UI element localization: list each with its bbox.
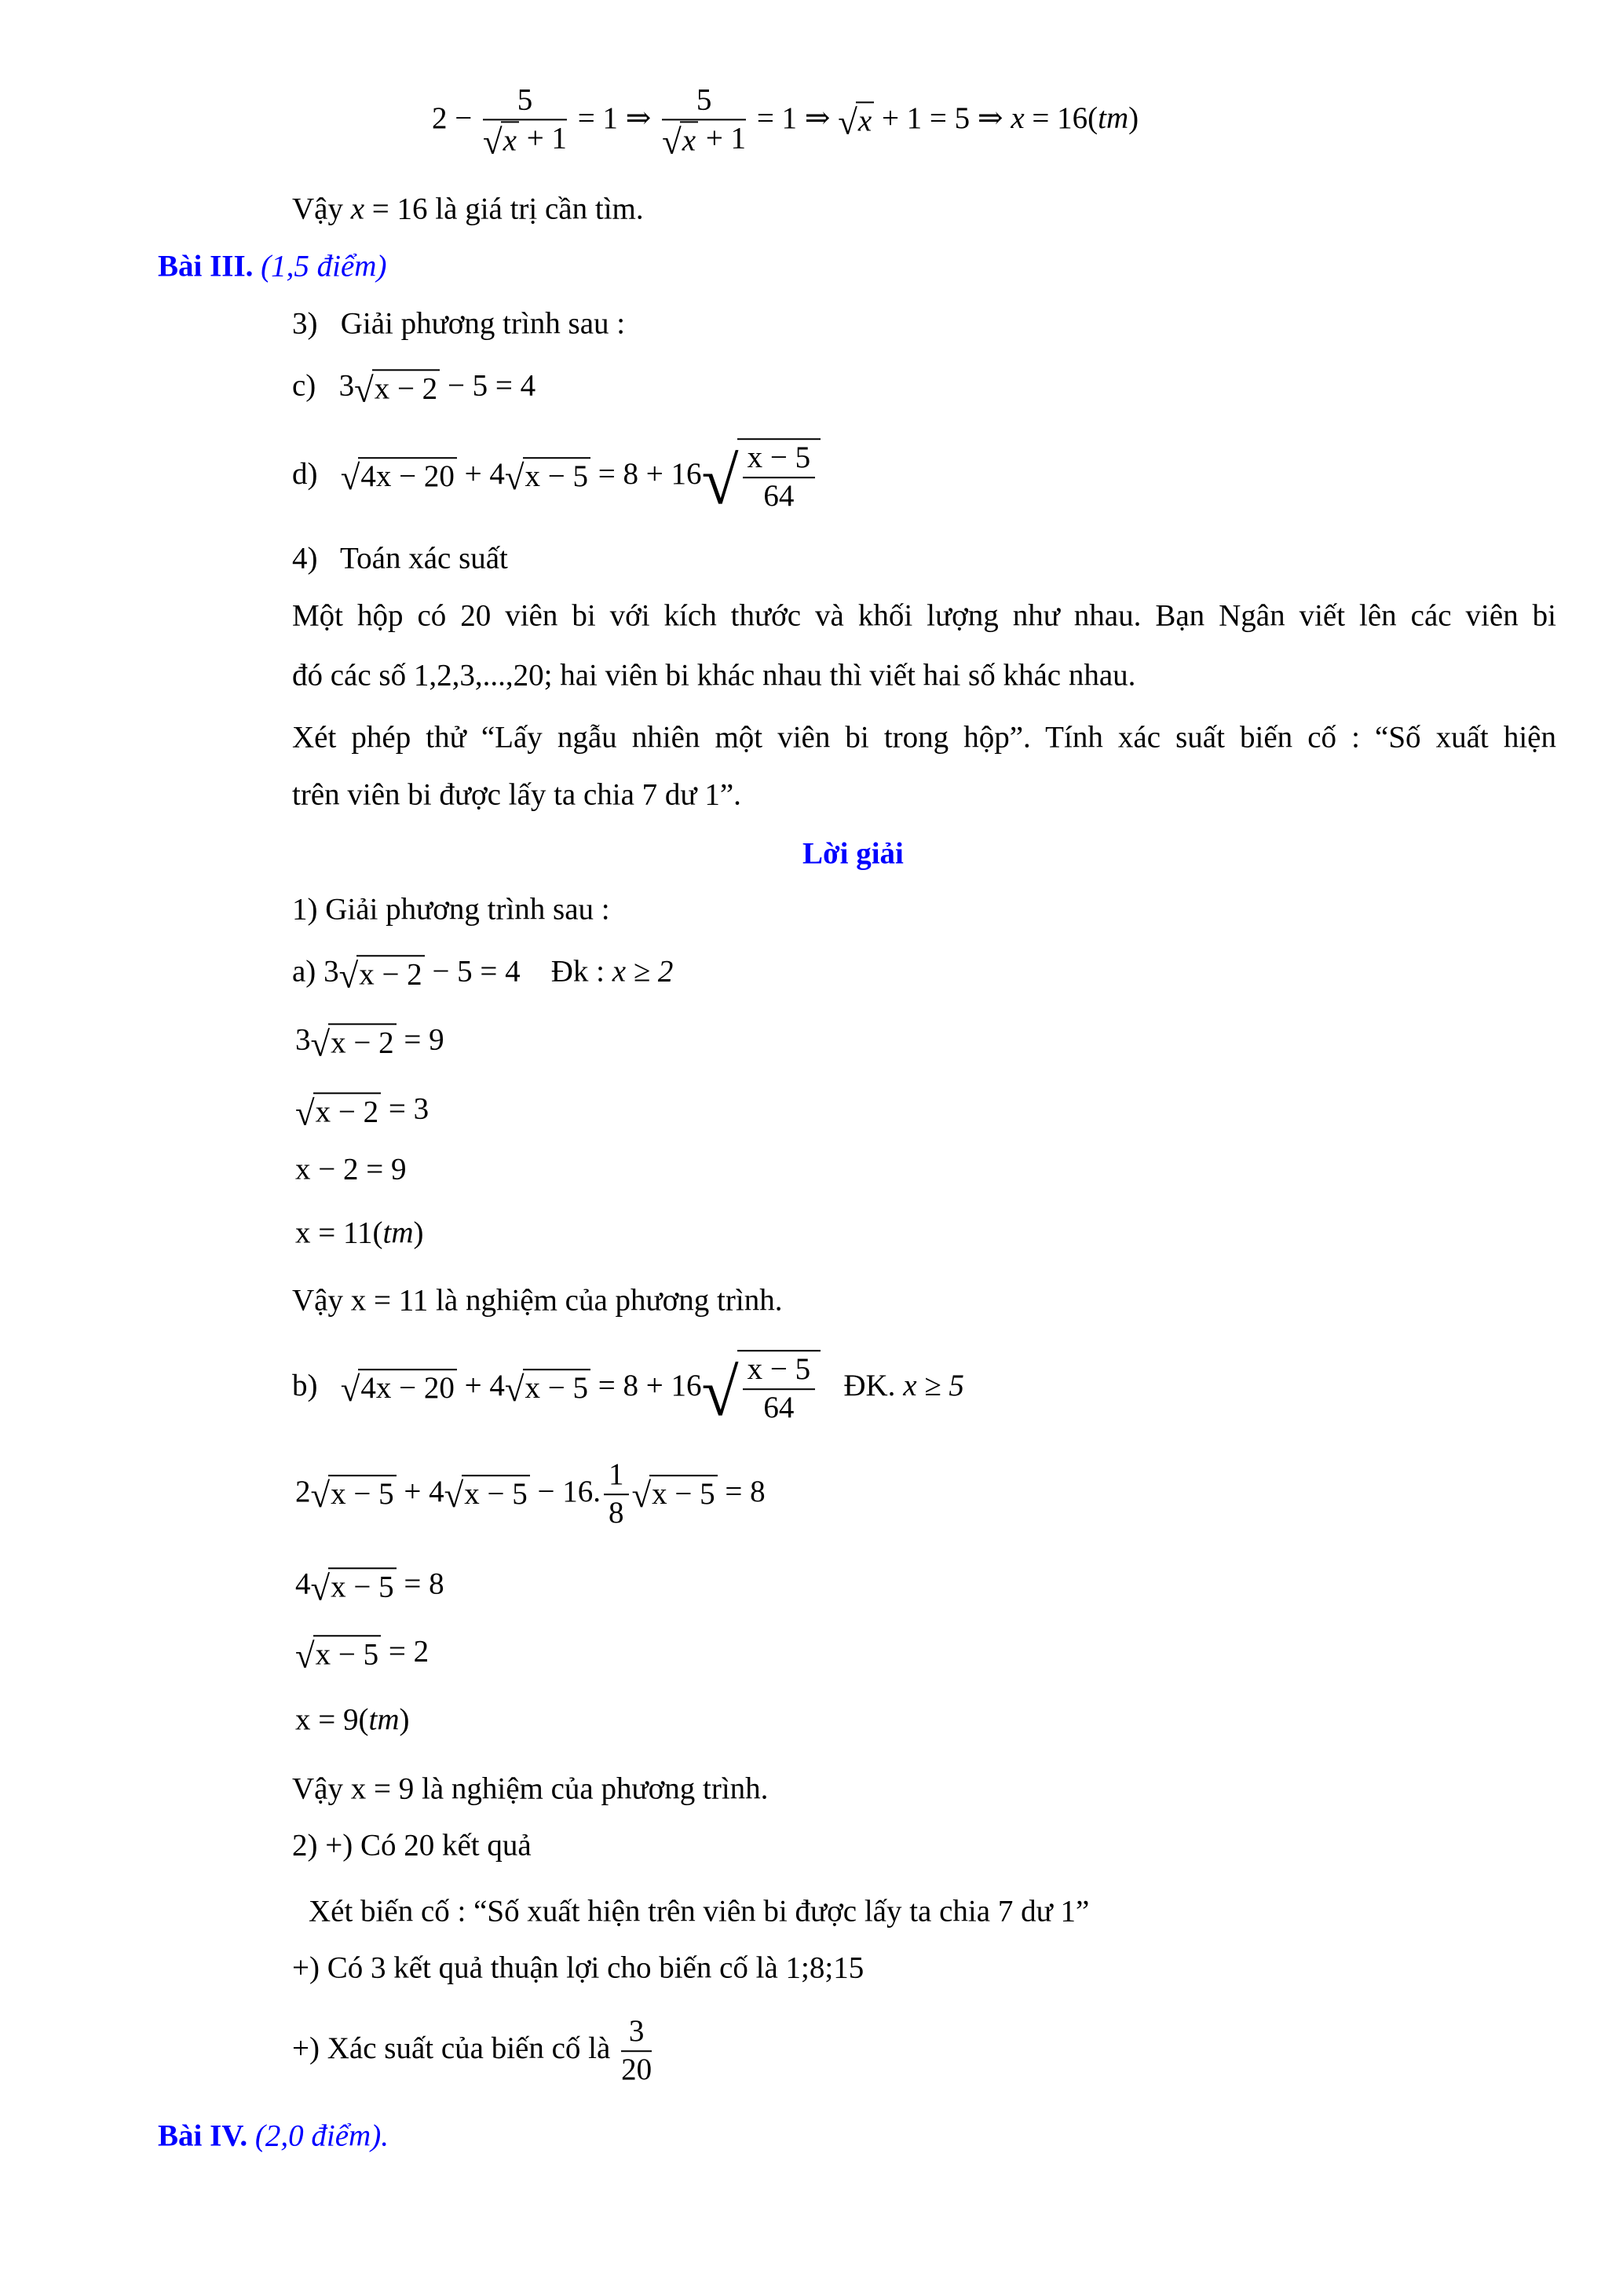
text: + 4 [396, 1474, 444, 1508]
solution-step: x − 2 = 9 [295, 1152, 407, 1186]
denominator: 20 [621, 2053, 652, 2086]
text: Vậy [292, 1771, 351, 1806]
denominator: 64 [763, 479, 795, 513]
sqrt: √ x − 5 [505, 1369, 590, 1408]
text: − 5 = 4 [440, 368, 536, 403]
sqrt: √ x [838, 102, 874, 141]
heading-points: (1,5 điểm) [253, 249, 387, 283]
sqrt: √ x − 2 [295, 1092, 381, 1131]
text: x = 9( [295, 1702, 369, 1737]
solution-b [292, 1350, 964, 1430]
sqrt: √ 4x − 20 [341, 458, 457, 496]
probability-result [292, 2013, 655, 2089]
text: là nghiệm của phương trình. [428, 1283, 783, 1318]
conclusion-x16 [292, 192, 644, 228]
radicand: 4x − 20 [358, 458, 457, 496]
text: là nghiệm của phương trình. [414, 1771, 769, 1806]
text: = 9 [396, 1022, 444, 1057]
text: ) [399, 1702, 410, 1737]
sqrt: √ x − 5 [295, 1635, 381, 1673]
sqrt: √ $\frac{x - 5}{64}$ [702, 438, 821, 515]
radicand: x − 5 [523, 1369, 591, 1408]
text: x = 9 [350, 1771, 415, 1806]
fraction [604, 1457, 629, 1532]
var: x [350, 192, 365, 226]
problem-text-line: trên viên bi được lấy ta chia 7 dư 1”. [292, 777, 741, 812]
fraction [621, 2013, 652, 2089]
text: Vậy [292, 192, 351, 226]
radicand: x − 2 [372, 369, 440, 408]
text: = 8 [396, 1567, 444, 1601]
solution-step [295, 1703, 409, 1738]
radicand: x [501, 122, 519, 160]
radicand: x [680, 122, 698, 160]
text: ) [413, 1216, 424, 1250]
conclusion-b [292, 1772, 768, 1808]
sqrt: √ x − 5 [311, 1567, 397, 1606]
problem-text-line: Xét phép thử “Lấy ngẫu nhiên một viên bi trong hộp”. Tính xác suất biến cố : “Số xuất hiện [292, 720, 1556, 755]
heading-points: (2,0 điểm). [247, 2119, 389, 2153]
eq-text: ) [1128, 101, 1139, 135]
tm: tm [382, 1216, 414, 1250]
condition-label: Đk : [550, 954, 612, 989]
condition-label: ĐK. [843, 1368, 904, 1402]
sqrt: √ $\frac{x - 5}{64}$ [702, 1350, 821, 1427]
text: +) Xác suất của biến cố là [292, 2031, 619, 2065]
solution-step [295, 1457, 766, 1532]
sqrt: √ 4x − 20 [341, 1369, 457, 1408]
event-description: Xét biến cố : “Số xuất hiện trên viên bi được lấy ta chia 7 dư 1” [309, 1894, 1090, 1929]
section-heading-bai-iv [158, 2119, 389, 2155]
text: x = 11 [350, 1283, 429, 1318]
radicand: x − 2 [313, 1092, 382, 1131]
label: b) [292, 1368, 318, 1402]
problem-text-line: đó các số 1,2,3,...,20; hai viên bi khác nhau thì viết hai số khác nhau. [292, 658, 1136, 693]
denominator: 8 [609, 1496, 624, 1530]
section-heading-bai-iii [158, 250, 386, 285]
radicand: x − 5 [313, 1635, 382, 1673]
solution-2-heading: 2) +) Có 20 kết quả [292, 1828, 532, 1863]
radicand: x − 5 [328, 1567, 397, 1606]
numerator: 5 [662, 82, 746, 120]
solution-a [292, 954, 673, 993]
numerator: x − 5 [743, 1351, 816, 1390]
text: 4 [295, 1567, 311, 1601]
radicand: x − 2 [328, 1023, 397, 1062]
sqrt: √ x [662, 122, 698, 160]
eq-text: 2 − [432, 101, 480, 135]
question-d [292, 438, 821, 518]
numerator: 5 [483, 82, 567, 120]
equation-result-x16 [432, 82, 1139, 162]
text: = 8 + 16 [590, 456, 702, 491]
radicand: x − 5 [649, 1475, 718, 1514]
text: + 4 [456, 456, 505, 491]
numerator: 1 [604, 1457, 629, 1495]
denominator: 64 [763, 1391, 795, 1424]
radicand: x − 5 [523, 458, 591, 496]
text: Vậy [292, 1283, 351, 1318]
sqrt: √ x − 5 [505, 458, 590, 496]
label: d) [292, 456, 318, 491]
fraction [662, 82, 747, 162]
text: là giá trị cần tìm. [427, 192, 644, 226]
radicand: 4x − 20 [358, 1369, 457, 1408]
text: = 16 [364, 192, 428, 226]
text: = 3 [381, 1091, 430, 1126]
text: + 4 [456, 1368, 505, 1402]
solution-step [295, 1091, 429, 1130]
text: − 5 = 4 [424, 954, 521, 989]
heading-label: Bài IV. [158, 2119, 248, 2153]
eq-var: x [1011, 101, 1025, 135]
eq-text: = 1 ⇒ [756, 101, 839, 135]
eq-text: = 1 ⇒ [577, 101, 660, 135]
text: x = 11( [295, 1216, 383, 1250]
text: = 8 [717, 1474, 766, 1508]
label: a) [292, 954, 316, 989]
favorable-outcomes: +) Có 3 kết quả thuận lợi cho biến cố là 1;8;15 [292, 1951, 865, 1985]
text: 3 [295, 1022, 311, 1057]
conclusion-a [292, 1284, 782, 1319]
solution-step [295, 1022, 444, 1061]
numerator: 3 [621, 2013, 652, 2052]
text: 3 [338, 368, 355, 403]
solution-title: Lời giải [802, 836, 904, 871]
question-3: 3) Giải phương trình sau : [292, 306, 626, 341]
text: 3 [324, 954, 339, 989]
radicand: x − 2 [356, 955, 425, 993]
text: = 8 + 16 [590, 1368, 702, 1402]
question-4: 4) Toán xác suất [292, 541, 508, 576]
label: c) [292, 368, 316, 403]
solution-1-heading: 1) Giải phương trình sau : [292, 892, 610, 927]
sqrt: √ x − 2 [339, 955, 425, 993]
radicand: x − 5 [328, 1475, 397, 1514]
denominator-rest: + 1 [518, 121, 567, 155]
solution-step [295, 1634, 429, 1673]
sqrt: √ x − 5 [632, 1475, 718, 1514]
solution-step [295, 1567, 444, 1605]
solution-step [295, 1216, 424, 1252]
sqrt: √ x − 5 [444, 1475, 530, 1514]
radicand: x [856, 102, 874, 141]
denominator-rest: + 1 [698, 121, 747, 155]
fraction [483, 82, 567, 162]
sqrt: √ x [483, 122, 519, 160]
numerator: x − 5 [743, 440, 816, 478]
condition: x ≥ 5 [903, 1368, 964, 1402]
text: − 16. [529, 1474, 601, 1508]
sqrt: √ x − 2 [354, 369, 440, 408]
sqrt: √ x − 2 [311, 1023, 397, 1062]
condition: x ≥ 2 [612, 954, 674, 989]
eq-text: = 16( [1024, 101, 1098, 135]
question-c [292, 368, 536, 407]
sqrt: √ x − 5 [311, 1475, 397, 1514]
problem-text-line: Một hộp có 20 viên bi với kích thước và khối lượng như nhau. Bạn Ngân viết lên các viên bi [292, 598, 1556, 633]
eq-tm: tm [1098, 101, 1129, 135]
eq-text: + 1 = 5 ⇒ [874, 101, 1011, 135]
heading-label: Bài III. [158, 249, 254, 283]
tm: tm [368, 1702, 400, 1737]
text: = 2 [381, 1634, 430, 1669]
radicand: x − 5 [462, 1475, 530, 1514]
text: 2 [295, 1474, 311, 1508]
